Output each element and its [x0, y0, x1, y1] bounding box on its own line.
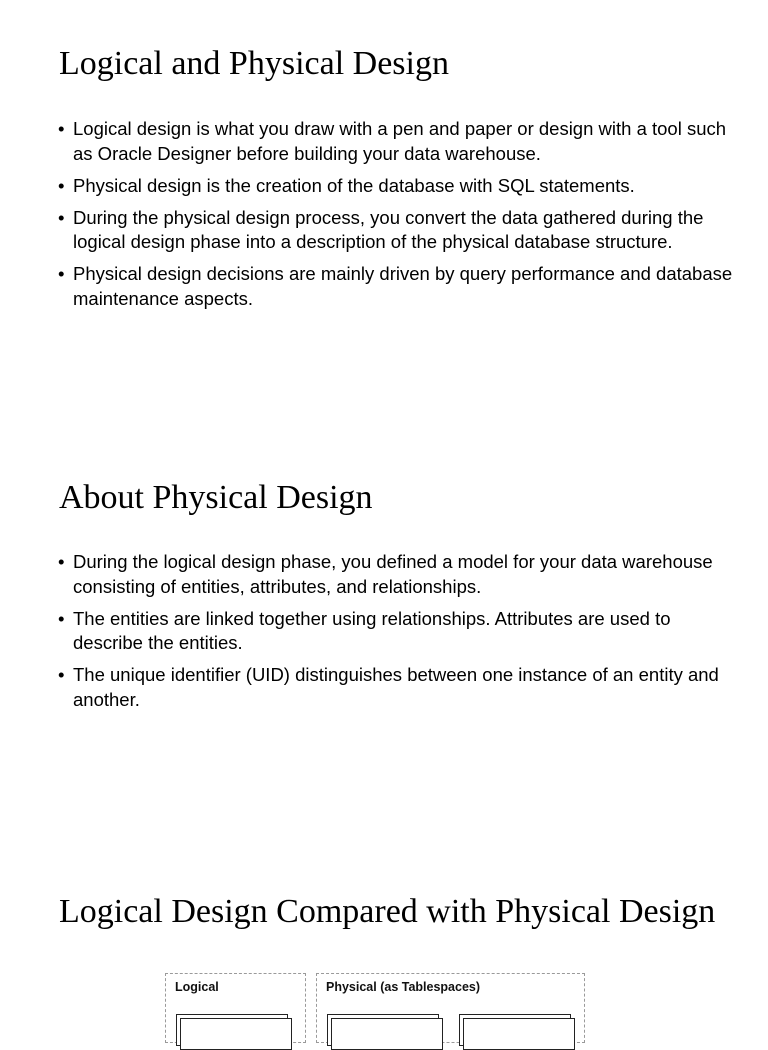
bullet-marker: • — [58, 263, 65, 284]
tablespace-card — [463, 1018, 575, 1050]
bullet-list — [58, 117, 738, 319]
bullet-text: The entities are linked together using relationships. Attributes are used to describe the entities. — [73, 607, 671, 653]
bullet-marker: • — [58, 118, 65, 139]
tablespace-stack — [327, 1014, 442, 1044]
entity-card — [180, 1018, 292, 1050]
bullet-marker: • — [58, 551, 65, 572]
bullet-marker: • — [58, 664, 65, 685]
bullet-marker: • — [58, 607, 65, 629]
list-item — [58, 206, 738, 255]
slide-title: Logical and Physical Design — [59, 45, 449, 82]
list-item — [58, 262, 738, 311]
slide-title: About Physical Design — [59, 479, 373, 516]
list-item — [58, 550, 738, 599]
physical-label: Physical (as Tablespaces) — [326, 980, 481, 994]
bullet-text: Physical design decisions are mainly driven by query performance and database maintenance aspects. — [73, 263, 733, 309]
list-item — [58, 663, 738, 712]
list-item — [58, 174, 738, 199]
bullet-text: During the logical design phase, you defined a model for your data warehouse consisting of entities, attributes, and relationships. — [73, 551, 713, 597]
list-item — [58, 117, 738, 166]
physical-diagram-box — [316, 973, 585, 1043]
bullet-marker: • — [58, 206, 65, 228]
logical-label: Logical — [175, 980, 219, 994]
bullet-text: During the physical design process, you convert the data gathered during the logical design phase into a description of the physical database structure. — [73, 206, 704, 252]
bullet-text: Logical design is what you draw with a pen and paper or design with a tool such as Oracle Designer before building your data warehouse. — [73, 118, 727, 164]
tablespace-card — [331, 1018, 443, 1050]
tablespace-stack — [459, 1014, 574, 1044]
entity-stack — [176, 1014, 291, 1044]
bullet-text: Physical design is the creation of the database with SQL statements. — [73, 174, 635, 196]
slide-title: Logical Design Compared with Physical Design — [59, 893, 716, 930]
bullet-list — [58, 550, 738, 720]
logical-diagram-box — [165, 973, 306, 1043]
bullet-marker: • — [58, 174, 65, 196]
bullet-text: The unique identifier (UID) distinguishes between one instance of an entity and another. — [73, 664, 719, 710]
list-item — [58, 607, 738, 656]
